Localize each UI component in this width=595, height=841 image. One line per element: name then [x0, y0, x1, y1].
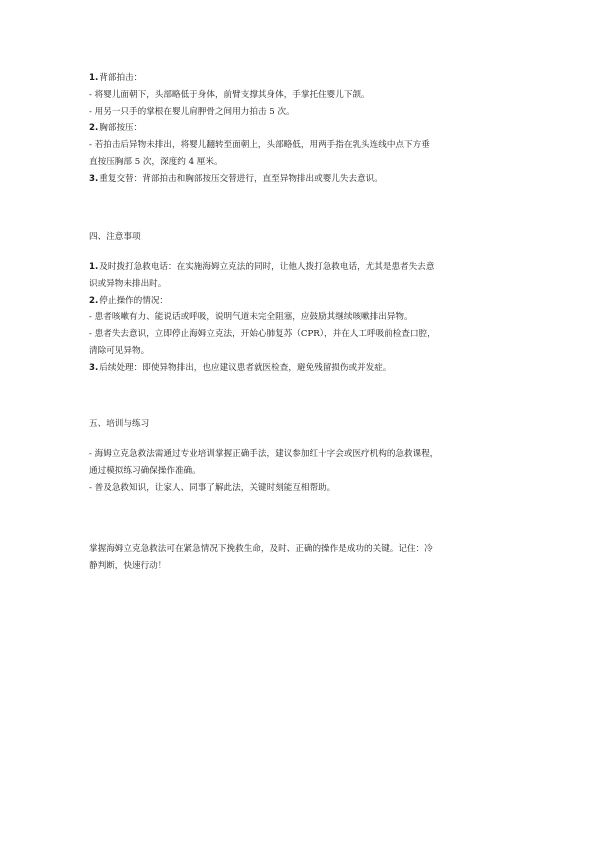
continuation-line: 识或异物未排出时。 [89, 278, 167, 289]
closing-line: 静判断，快速行动！ [89, 560, 167, 571]
closing-line: 掌握海姆立克急救法可在紧急情况下挽救生命，及时、正确的操作是成功的关键。记住：冷 [89, 544, 433, 554]
item-1-line [89, 259, 519, 276]
continuation-line: 直按压胸部 5 次，深度约 4 厘米。 [89, 156, 223, 167]
item-text: 后续处理：即使异物排出，也应建议患者就医检查，避免残留损伤或并发症。 [99, 362, 392, 373]
item-2-line [89, 293, 519, 310]
bullet-line: - 若拍击后异物未排出，将婴儿翻转至面朝上，头部略低，用两手指在乳头连线中点下方垂 [89, 140, 430, 151]
bullet-line: - 患者咳嗽有力、能说话或呼吸，说明气道未完全阻塞，应鼓励其继续咳嗽排出异物。 [89, 312, 413, 323]
section-heading-training: 五、培训与练习 [89, 419, 150, 429]
step-text: 胸部按压： [99, 123, 143, 134]
bullet-line: - 用另一只手的掌根在婴儿肩胛骨之间用力拍击 5 次。 [89, 106, 295, 117]
continuation-line: 清除可见异物。 [89, 345, 150, 356]
item-number: 3. [89, 362, 99, 373]
step-text: 背部拍击： [99, 73, 143, 83]
step-number: 2. [89, 123, 99, 134]
item-number: 1. [89, 262, 99, 272]
step-1-line [89, 70, 519, 87]
closing-paragraph [89, 541, 519, 575]
step-number: 1. [89, 73, 99, 83]
step-number: 3. [89, 173, 99, 184]
infant-steps-block [89, 70, 519, 188]
bullet-line: - 海姆立克急救法需通过专业培训掌握正确手法，建议参加红十字会或医疗机构的急救课程， [89, 449, 439, 459]
precautions-block [89, 259, 519, 377]
step-text: 重复交替：背部拍击和胸部按压交替进行，直至异物排出或婴儿失去意识。 [99, 173, 383, 184]
step-2-line [89, 120, 519, 137]
bullet-line: - 将婴儿面朝下，头部略低于身体，前臂支撑其身体，手掌托住婴儿下颌。 [89, 89, 370, 100]
section-heading-precautions: 四、注意事项 [89, 232, 141, 242]
bullet-line: - 普及急救知识，让家人、同事了解此法，关键时刻能互相帮助。 [89, 482, 336, 493]
continuation-line: 通过模拟练习确保操作准确。 [89, 465, 201, 476]
training-block [89, 446, 519, 496]
item-3-line [89, 360, 519, 377]
item-text: 及时拨打急救电话：在实施海姆立克法的同时，让他人拨打急救电话，尤其是患者失去意 [99, 262, 435, 272]
step-3-line [89, 171, 519, 188]
item-number: 2. [89, 295, 99, 306]
item-text: 停止操作的情况： [99, 295, 169, 306]
bullet-line: - 患者失去意识，立即停止海姆立克法，开始心肺复苏（CPR），并在人工呼吸前检查口腔， [89, 329, 436, 340]
